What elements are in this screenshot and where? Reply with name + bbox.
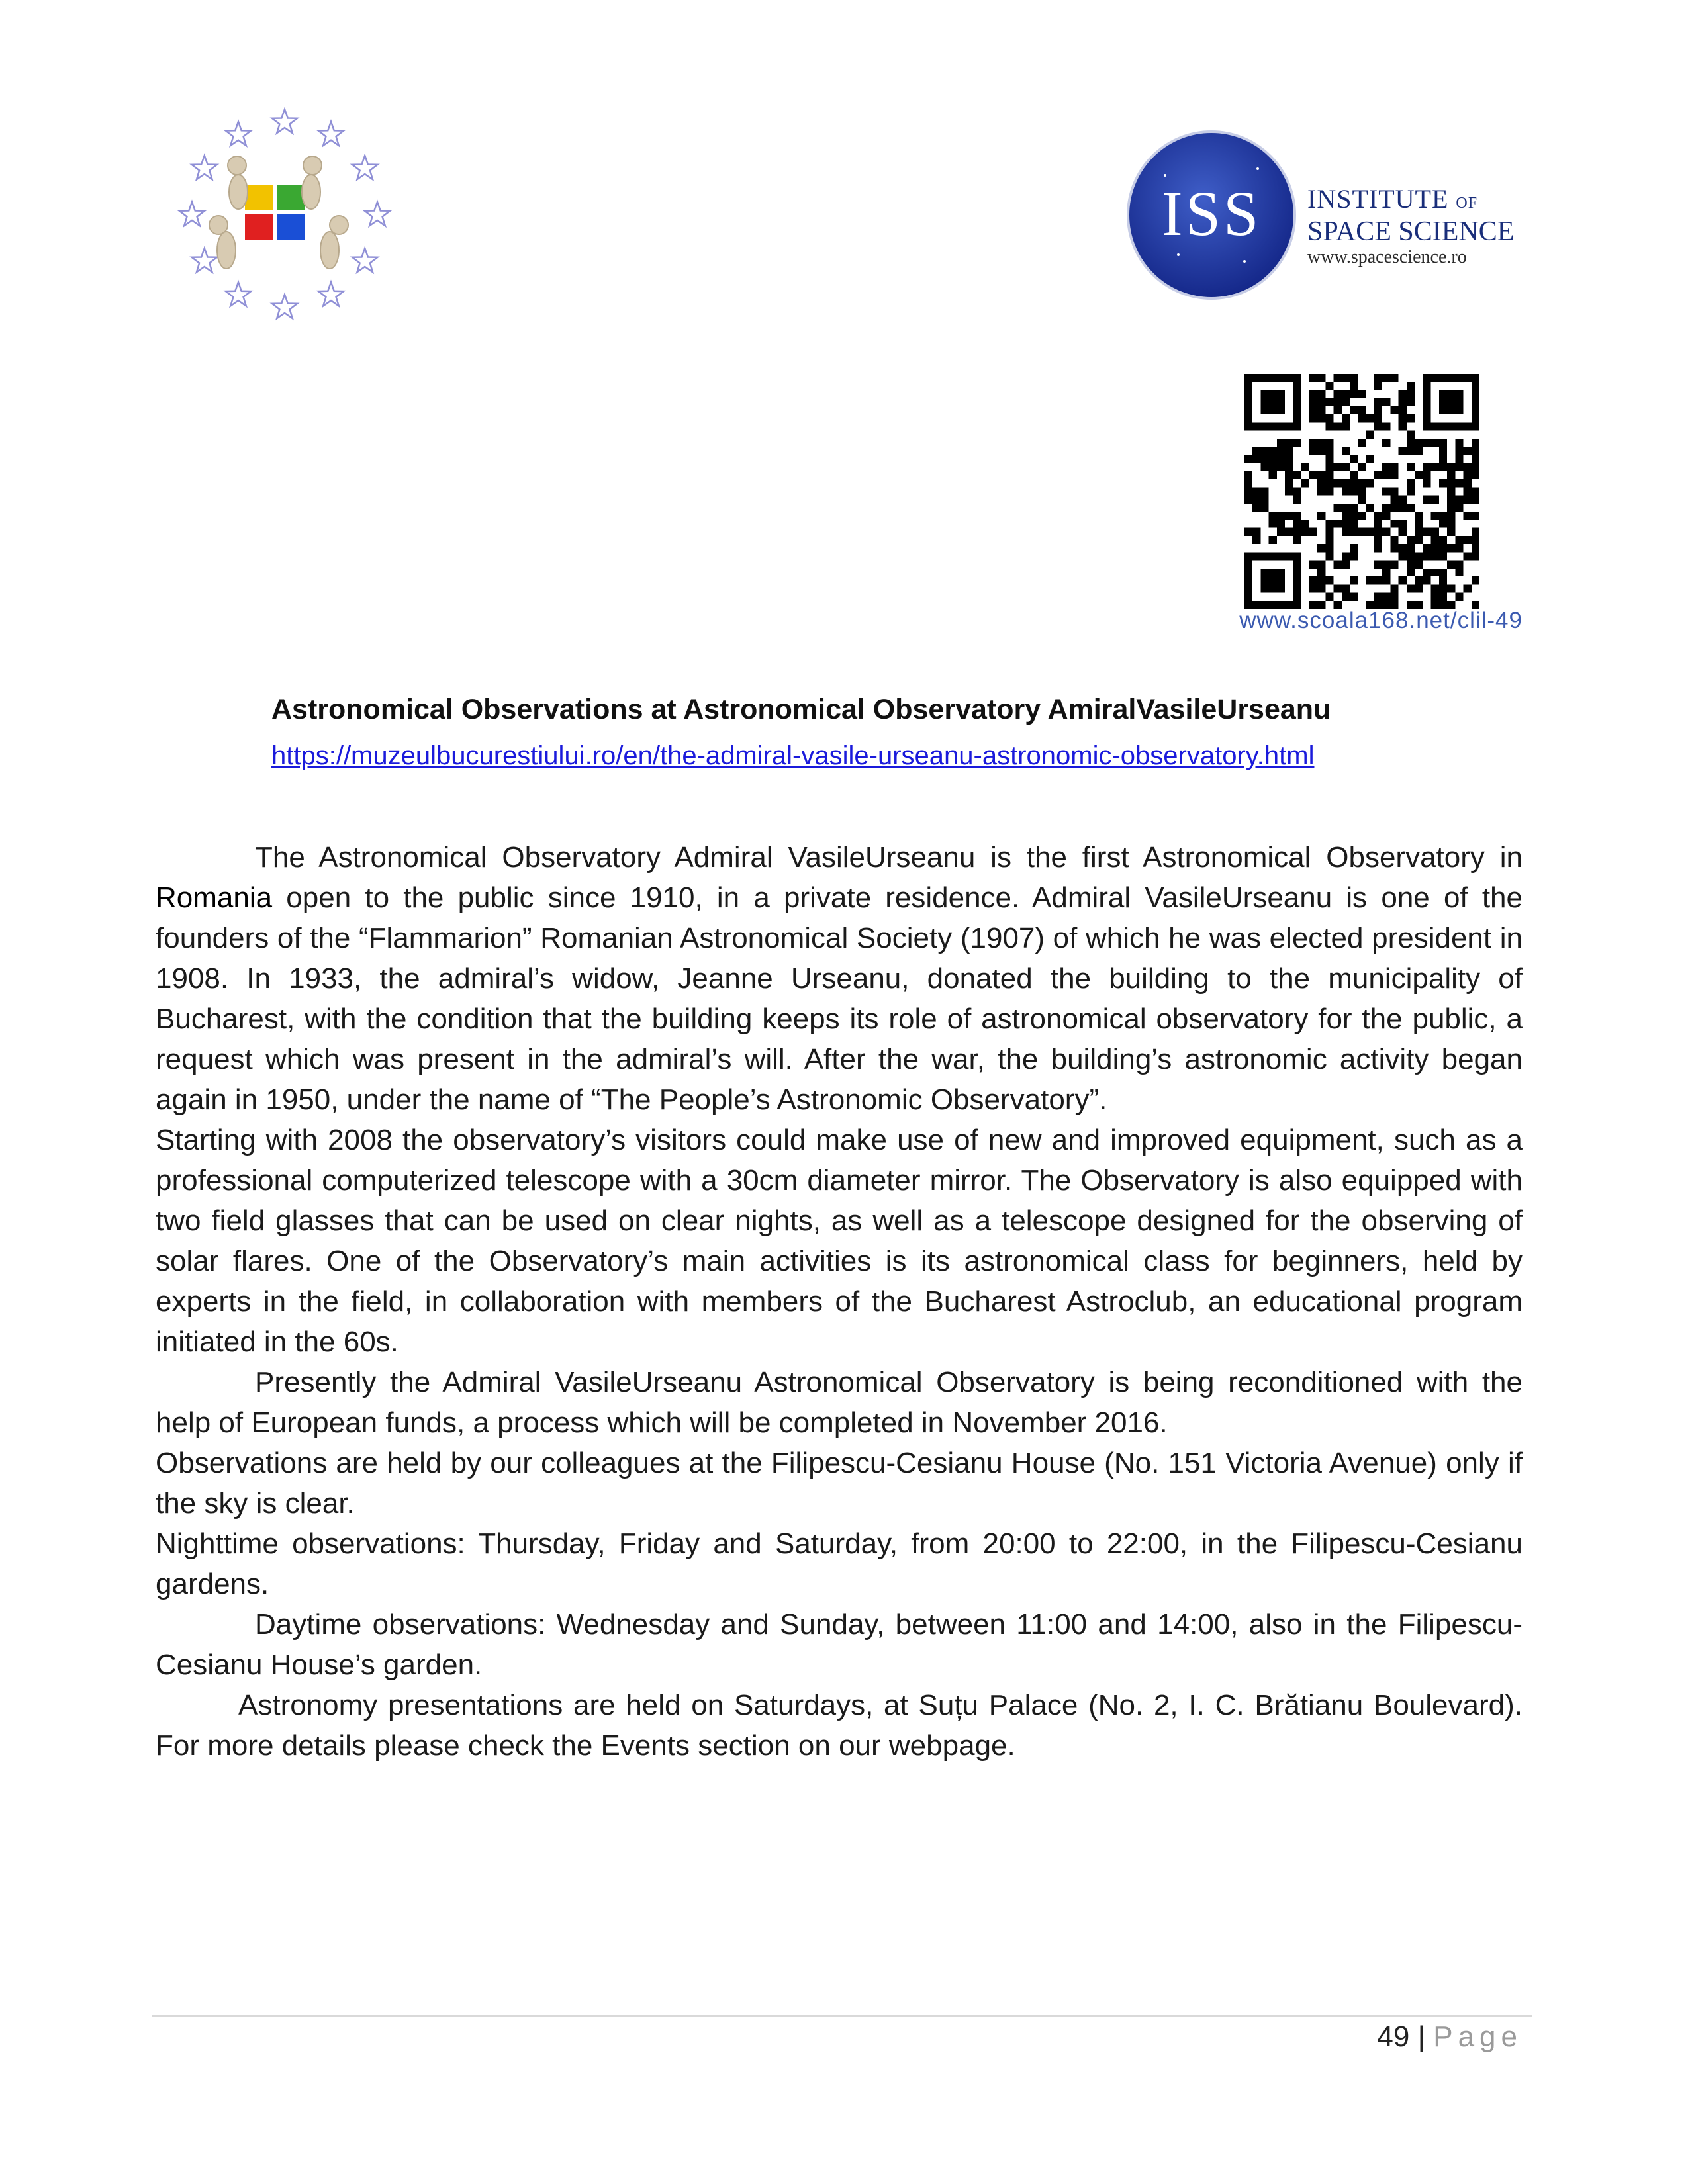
iss-globe-logo-icon xyxy=(1125,129,1297,301)
body-text xyxy=(156,837,1523,1766)
star-icon xyxy=(365,202,390,226)
paragraph-2: Starting with 2008 the observatory’s visitors could make use of new and improved equipment, such as a professional computerized telescope with a 30cm diameter mirror. The Observatory is also equipped with two field glasses that can be used on clear nights, as well as a telescope designed for the observing of solar flares. One of the Observatory’s main activities is its astronomical class for beginners, held by experts in the field, in collaboration with members of the Bucharest Astroclub, an educational program initiated in the 60s. xyxy=(156,1124,1523,1358)
page-title: Astronomical Observations at Astronomical Observatory AmiralVasileUrseanu xyxy=(271,694,1331,725)
star-icon xyxy=(318,282,344,306)
star-icon xyxy=(192,156,217,179)
star-icon xyxy=(272,109,297,133)
qr-url: www.scoala168.net/clil-49 xyxy=(1239,608,1523,633)
paragraph-5: Nighttime observations: Thursday, Friday and Saturday, from 20:00 to 22:00, in the Filipescu-Cesianu gardens. xyxy=(156,1527,1523,1600)
iss-logo xyxy=(1125,129,1536,301)
page-label: Page xyxy=(1433,2021,1523,2053)
paragraph-4: Observations are held by our colleagues at the Filipescu-Cesianu House (No. 151 Victoria Avenue) only if the sky is clear. xyxy=(156,1447,1523,1520)
paragraph-1: The Astronomical Observatory Admiral VasileUrseanu is the first Astronomical Observatory in Romania open to the public since 1910, in a private residence. Admiral VasileUrseanu is one of the founders of the “Flammarion” Romanian Astronomical Society (1907) of which he was elected president in 1908. In 1933, the admiral’s widow, Jeanne Urseanu, donated the building to the municipality of Bucharest, with the condition that the building keeps its role of astronomical observatory for the public, a request which was present in the admiral’s will. After the war, the building’s astronomic activity began again in 1950, under the name of “The People’s Astronomic Observatory”. xyxy=(156,841,1523,1116)
source-link[interactable]: https://muzeulbucurestiului.ro/en/the-admiral-vasile-urseanu-astronomic-observatory.html xyxy=(271,741,1315,770)
footer-separator: | xyxy=(1417,2021,1425,2053)
star-icon xyxy=(226,282,251,306)
paragraph-6: Daytime observations: Wednesday and Sunday, between 11:00 and 14:00, also in the Filipescu-Cesianu House’s garden. xyxy=(156,1608,1523,1681)
eu-stars-puzzle-logo-icon xyxy=(165,93,404,338)
iss-line1: INSTITUTE xyxy=(1307,184,1449,214)
star-icon xyxy=(272,295,297,318)
romania-text: Romania xyxy=(156,882,273,914)
iss-line1-small: OF xyxy=(1456,195,1478,212)
iss-initials: ISS xyxy=(1161,178,1262,249)
qr-code-icon xyxy=(1244,374,1479,609)
star-icon xyxy=(352,156,377,179)
paragraph-3: Presently the Admiral VasileUrseanu Astronomical Observatory is being reconditioned with the help of European funds, a process which will be completed in November 2016. xyxy=(156,1366,1523,1439)
footer-divider xyxy=(152,2015,1532,2017)
page-footer xyxy=(1258,2017,1523,2057)
star-icon xyxy=(352,248,377,272)
page-number: 49 xyxy=(1377,2021,1410,2053)
star-icon xyxy=(192,248,217,272)
paragraph-7: Astronomy presentations are held on Saturdays, at Suțu Palace (No. 2, I. C. Brătianu Boulevard). For more details please check the Events section on our webpage. xyxy=(156,1689,1523,1762)
star-icon xyxy=(226,122,251,146)
star-icon xyxy=(318,122,344,146)
iss-line3: www.spacescience.ro xyxy=(1307,247,1467,267)
iss-line2: SPACE SCIENCE xyxy=(1307,216,1515,247)
star-icon xyxy=(179,202,205,226)
